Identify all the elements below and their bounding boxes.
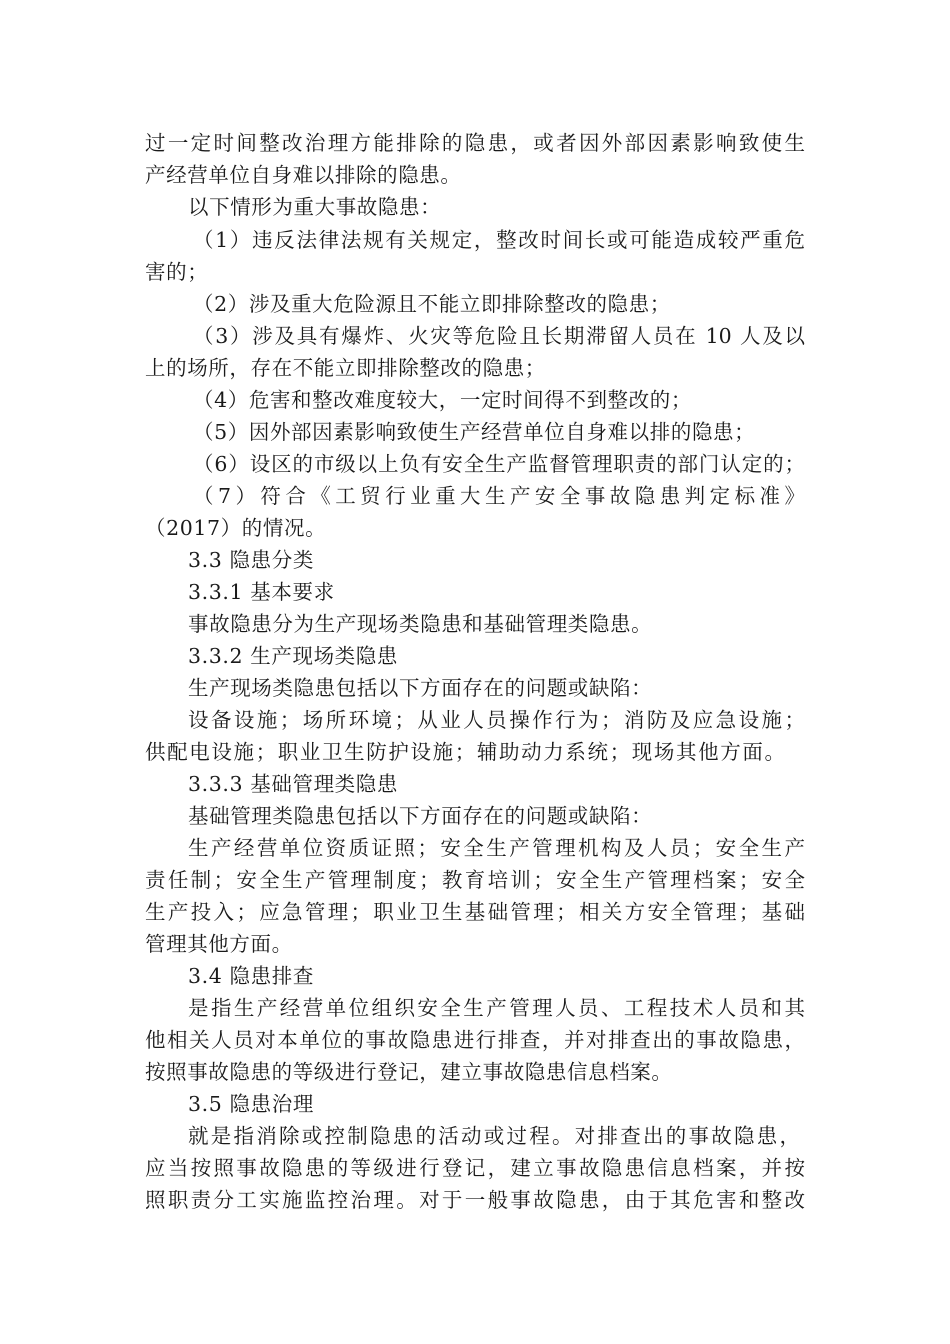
text-line: 上的场所，存在不能立即排除整改的隐患； [145,356,546,380]
section-heading: 3.3.2 生产现场类隐患 [188,644,398,668]
text-line: 害的； [145,260,209,284]
text-line: （5）因外部因素影响致使生产经营单位自身难以排的隐患； [193,420,756,444]
text-line: 他相关人员对本单位的事故隐患进行排查，并对排查出的事故隐患， [145,1028,805,1052]
text-line: 事故隐患分为生产现场类隐患和基础管理类隐患。 [188,612,653,636]
text-line: 基础管理类隐患包括以下方面存在的问题或缺陷： [188,804,653,828]
section-heading: 3.4 隐患排查 [188,964,314,988]
text-line: 设备设施；场所环境；从业人员操作行为；消防及应急设施； [188,708,805,732]
text-line: （2017）的情况。 [145,516,327,540]
text-line: 产经营单位自身难以排除的隐患。 [145,163,462,187]
section-heading: 3.3.3 基础管理类隐患 [188,772,398,796]
text-line: 就是指消除或控制隐患的活动或过程。对排查出的事故隐患， [188,1124,800,1148]
text-line: 照职责分工实施监控治理。对于一般事故隐患，由于其危害和整改 [145,1188,805,1212]
text-line: （6）设区的市级以上负有安全生产监督管理职责的部门认定的； [193,452,805,476]
text-line: （1）违反法律法规有关规定，整改时间长或可能造成较严重危 [193,228,805,252]
text-line: 生产投入；应急管理；职业卫生基础管理；相关方安全管理；基础 [145,900,805,924]
section-heading: 3.3.1 基本要求 [188,580,335,604]
text-line: 管理其他方面。 [145,932,293,956]
text-line: 过一定时间整改治理方能排除的隐患，或者因外部因素影响致使生 [145,131,805,155]
text-line: 生产现场类隐患包括以下方面存在的问题或缺陷： [188,676,653,700]
text-line: 是指生产经营单位组织安全生产管理人员、工程技术人员和其 [188,996,805,1020]
text-line: （7）符合《工贸行业重大生产安全事故隐患判定标准》 [193,484,805,508]
section-heading: 3.3 隐患分类 [188,548,314,572]
text-line: 供配电设施；职业卫生防护设施；辅助动力系统；现场其他方面。 [145,740,785,764]
text-line: （2）涉及重大危险源且不能立即排除整改的隐患； [193,292,671,316]
text-line: 以下情形为重大事故隐患： [188,195,442,219]
text-line: （4）危害和整改难度较大，一定时间得不到整改的； [193,388,692,412]
text-line: 责任制；安全生产管理制度；教育培训；安全生产管理档案；安全 [145,868,805,892]
section-heading: 3.5 隐患治理 [188,1092,314,1116]
text-line: 应当按照事故隐患的等级进行登记，建立事故隐患信息档案，并按 [145,1156,805,1180]
text-line: （3）涉及具有爆炸、火灾等危险且长期滞留人员在 10 人及以 [193,324,805,348]
text-line: 按照事故隐患的等级进行登记，建立事故隐患信息档案。 [145,1060,673,1084]
text-line: 生产经营单位资质证照；安全生产管理机构及人员；安全生产 [188,836,805,860]
